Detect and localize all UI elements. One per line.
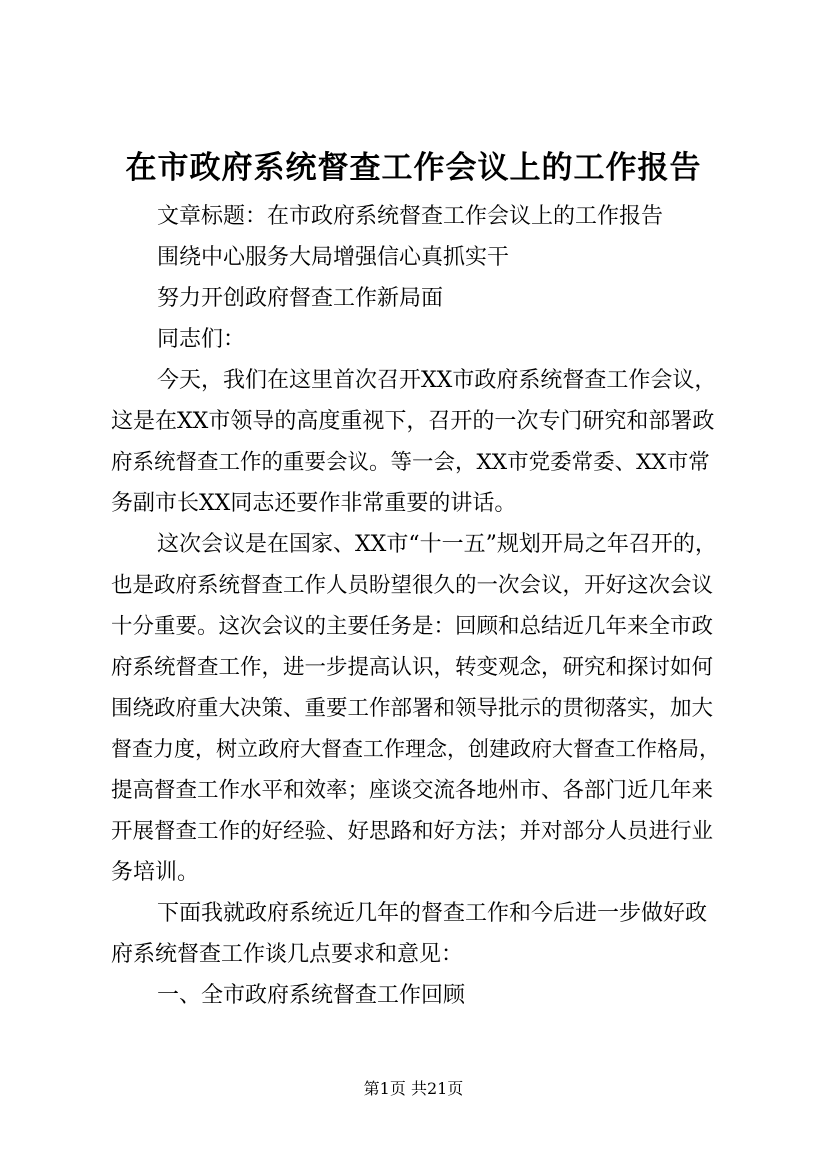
- paragraph-line: 督查力度，树立政府大督查工作理念，创建政府大督查工作格局，: [111, 737, 720, 761]
- paragraph-line: 提高督查工作水平和效率；座谈交流各地州市、各部门近几年来: [111, 778, 714, 803]
- page-number-footer: 第1页 共21页: [363, 1079, 464, 1098]
- document-body: [111, 196, 723, 1016]
- paragraph-line: 十分重要。这次会议的主要任务是：回顾和总结近几年来全市政: [111, 614, 714, 639]
- paragraph-line: 努力开创政府督查工作新局面: [157, 286, 444, 311]
- paragraph-line: 围绕中心服务大局增强信心真抓实干: [157, 245, 510, 270]
- paragraph-line: 这次会议是在国家、XX市“十一五”规划开局之年召开的，: [157, 532, 717, 557]
- paragraph-line: 开展督查工作的好经验、好思路和好方法；并对部分人员进行业: [111, 819, 714, 844]
- paragraph-line: 一、全市政府系统督查工作回顾: [157, 983, 466, 1008]
- paragraph-line: 府系统督查工作谈几点要求和意见：: [111, 942, 464, 967]
- paragraph-line: 围绕政府重大决策、重要工作部署和领导批示的贯彻落实，加大: [111, 696, 714, 721]
- paragraph-line: 今天，我们在这里首次召开XX市政府系统督查工作会议，: [157, 368, 717, 393]
- paragraph-line: 文章标题：在市政府系统督查工作会议上的工作报告: [157, 204, 664, 229]
- paragraph-line: 府系统督查工作的重要会议。等一会，XX市党委常委、XX市常: [111, 450, 710, 475]
- paragraph-line: 务副市长XX同志还要作非常重要的讲话。: [111, 491, 517, 516]
- paragraph-line: 这是在XX市领导的高度重视下，召开的一次专门研究和部署政: [111, 409, 715, 434]
- paragraph-line: 府系统督查工作，进一步提高认识，转变观念，研究和探讨如何: [111, 655, 714, 680]
- paragraph-line: 也是政府系统督查工作人员盼望很久的一次会议，开好这次会议: [111, 573, 714, 598]
- paragraph-line: 同志们：: [157, 327, 246, 352]
- paragraph-line: 下面我就政府系统近几年的督查工作和今后进一步做好政: [157, 901, 708, 926]
- paragraph-line: 务培训。: [111, 860, 200, 885]
- document-title: 在市政府系统督查工作会议上的工作报告: [125, 150, 702, 186]
